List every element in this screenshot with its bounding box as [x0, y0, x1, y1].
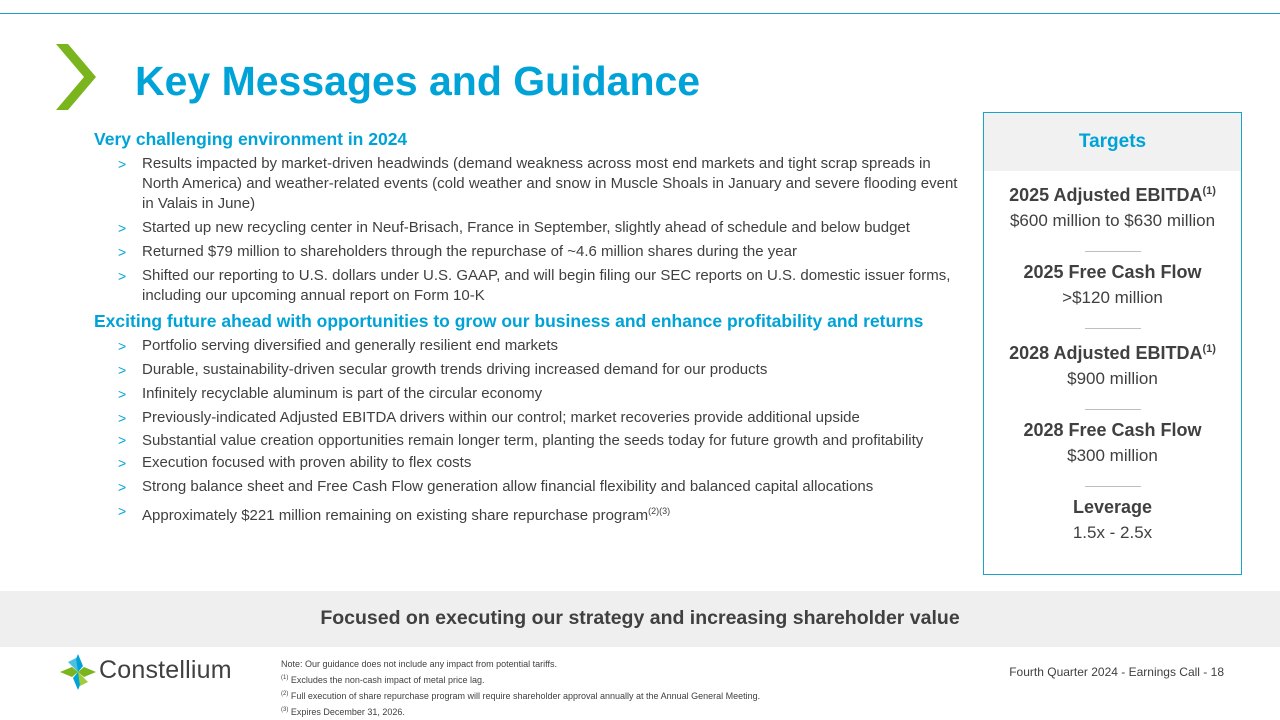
strategy-banner: Focused on executing our strategy and increasing shareholder value	[0, 591, 1280, 647]
target-item	[984, 418, 1241, 470]
divider	[1085, 409, 1141, 410]
targets-box	[983, 112, 1242, 575]
note-line: Note: Our guidance does not include any impact from potential tariffs.	[281, 659, 557, 669]
list-item: > Started up new recycling center in Neuf-Brisach, France in September, slightly ahead of schedule and below budget	[118, 219, 910, 236]
target-value: $600 million to $630 million	[1009, 211, 1216, 230]
target-item	[984, 260, 1241, 312]
bullet-marker: >	[118, 220, 127, 236]
footnote-ref: (1)	[1202, 185, 1216, 197]
bullet-list-future	[94, 336, 964, 526]
bullet-marker: >	[118, 156, 127, 172]
target-value: $300 million	[1067, 446, 1158, 465]
bullet-marker: >	[118, 338, 127, 354]
target-label: 2025 Free Cash Flow	[1023, 262, 1202, 282]
target-item	[984, 179, 1241, 235]
bullet-marker: >	[118, 268, 127, 284]
key-messages	[94, 128, 964, 530]
footnote-2: $^{(2)}$ Full execution of share repurchase program will require shareholder approval annually at the Annual General Meeting.	[281, 691, 761, 701]
footnotes	[281, 657, 901, 719]
target-label: 2028 Adjusted EBITDA	[1009, 343, 1203, 363]
constellium-logo-icon	[58, 652, 98, 692]
bullet-marker: >	[118, 362, 127, 378]
bullet-marker: >	[118, 244, 127, 260]
list-item: > Returned $79 million to shareholders through the repurchase of ~4.6 million shares during the year	[118, 243, 797, 260]
target-label: 2028 Free Cash Flow	[1023, 420, 1202, 440]
list-item: > Approximately $221 million remaining on existing share repurchase program$^{(2)(3)}$	[118, 503, 671, 524]
divider	[1085, 328, 1141, 329]
list-item: > Results impacted by market-driven headwinds (demand weakness across most end markets and tight scrap spreads in North America) and weather-related events (cold weather and snow in Muscle Shoals in January and severe flooding event in Valais in June)	[118, 155, 958, 212]
list-item: > Substantial value creation opportunities remain longer term, planting the seeds today for future growth and profitability	[118, 432, 924, 449]
bullet-marker: >	[118, 432, 127, 448]
footnote-1: $^{(1)}$ Excludes the non-cash impact of metal price lag.	[281, 675, 485, 685]
bullet-marker: >	[118, 410, 127, 426]
list-item: > Portfolio serving diversified and generally resilient end markets	[118, 337, 559, 354]
bullet-marker: >	[118, 503, 127, 519]
footnote-3: $^{(3)}$ Expires December 31, 2026.	[281, 707, 405, 717]
bullet-marker: >	[118, 455, 127, 471]
footnote-ref: (1)	[1202, 343, 1216, 355]
target-value: $900 million	[1067, 369, 1158, 388]
list-item: > Strong balance sheet and Free Cash Flow generation allow financial flexibility and balanced capital allocations	[118, 478, 874, 495]
bullet-marker: >	[118, 479, 127, 495]
chevron-icon	[56, 44, 98, 110]
bullet-list-challenging	[94, 154, 964, 306]
target-value: 1.5x - 2.5x	[1072, 523, 1153, 542]
list-item: > Previously-indicated Adjusted EBITDA drivers within our control; market recoveries provide additional upside	[118, 409, 860, 426]
target-item	[984, 495, 1241, 547]
list-item: > Shifted our reporting to U.S. dollars under U.S. GAAP, and will begin filing our SEC reports on U.S. domestic issuer forms, including our upcoming annual report on Form 10-K	[118, 267, 951, 304]
section-heading-future: Exciting future ahead with opportunities to grow our business and enhance profitability and returns	[94, 311, 924, 331]
target-value: >$120 million	[1062, 288, 1163, 307]
bullet-marker: >	[118, 386, 127, 402]
target-label: 2025 Adjusted EBITDA	[1009, 185, 1203, 205]
section-heading-challenging: Very challenging environment in 2024	[94, 129, 408, 149]
page-title: Key Messages and Guidance	[135, 58, 701, 104]
list-item: > Durable, sustainability-driven secular growth trends driving increased demand for our products	[118, 361, 768, 378]
footer-page-info: Fourth Quarter 2024 - Earnings Call - 18	[1009, 665, 1224, 679]
list-item: > Execution focused with proven ability to flex costs	[118, 454, 472, 471]
footnote-ref: (2)(3)	[648, 506, 671, 516]
divider	[1085, 486, 1141, 487]
target-item	[984, 337, 1241, 393]
targets-heading: Targets	[984, 113, 1241, 171]
target-label: Leverage	[1072, 497, 1153, 517]
divider	[1085, 251, 1141, 252]
list-item: > Infinitely recyclable aluminum is part of the circular economy	[118, 385, 543, 402]
logo-text: Constellium	[99, 656, 232, 684]
top-rule	[0, 13, 1280, 14]
